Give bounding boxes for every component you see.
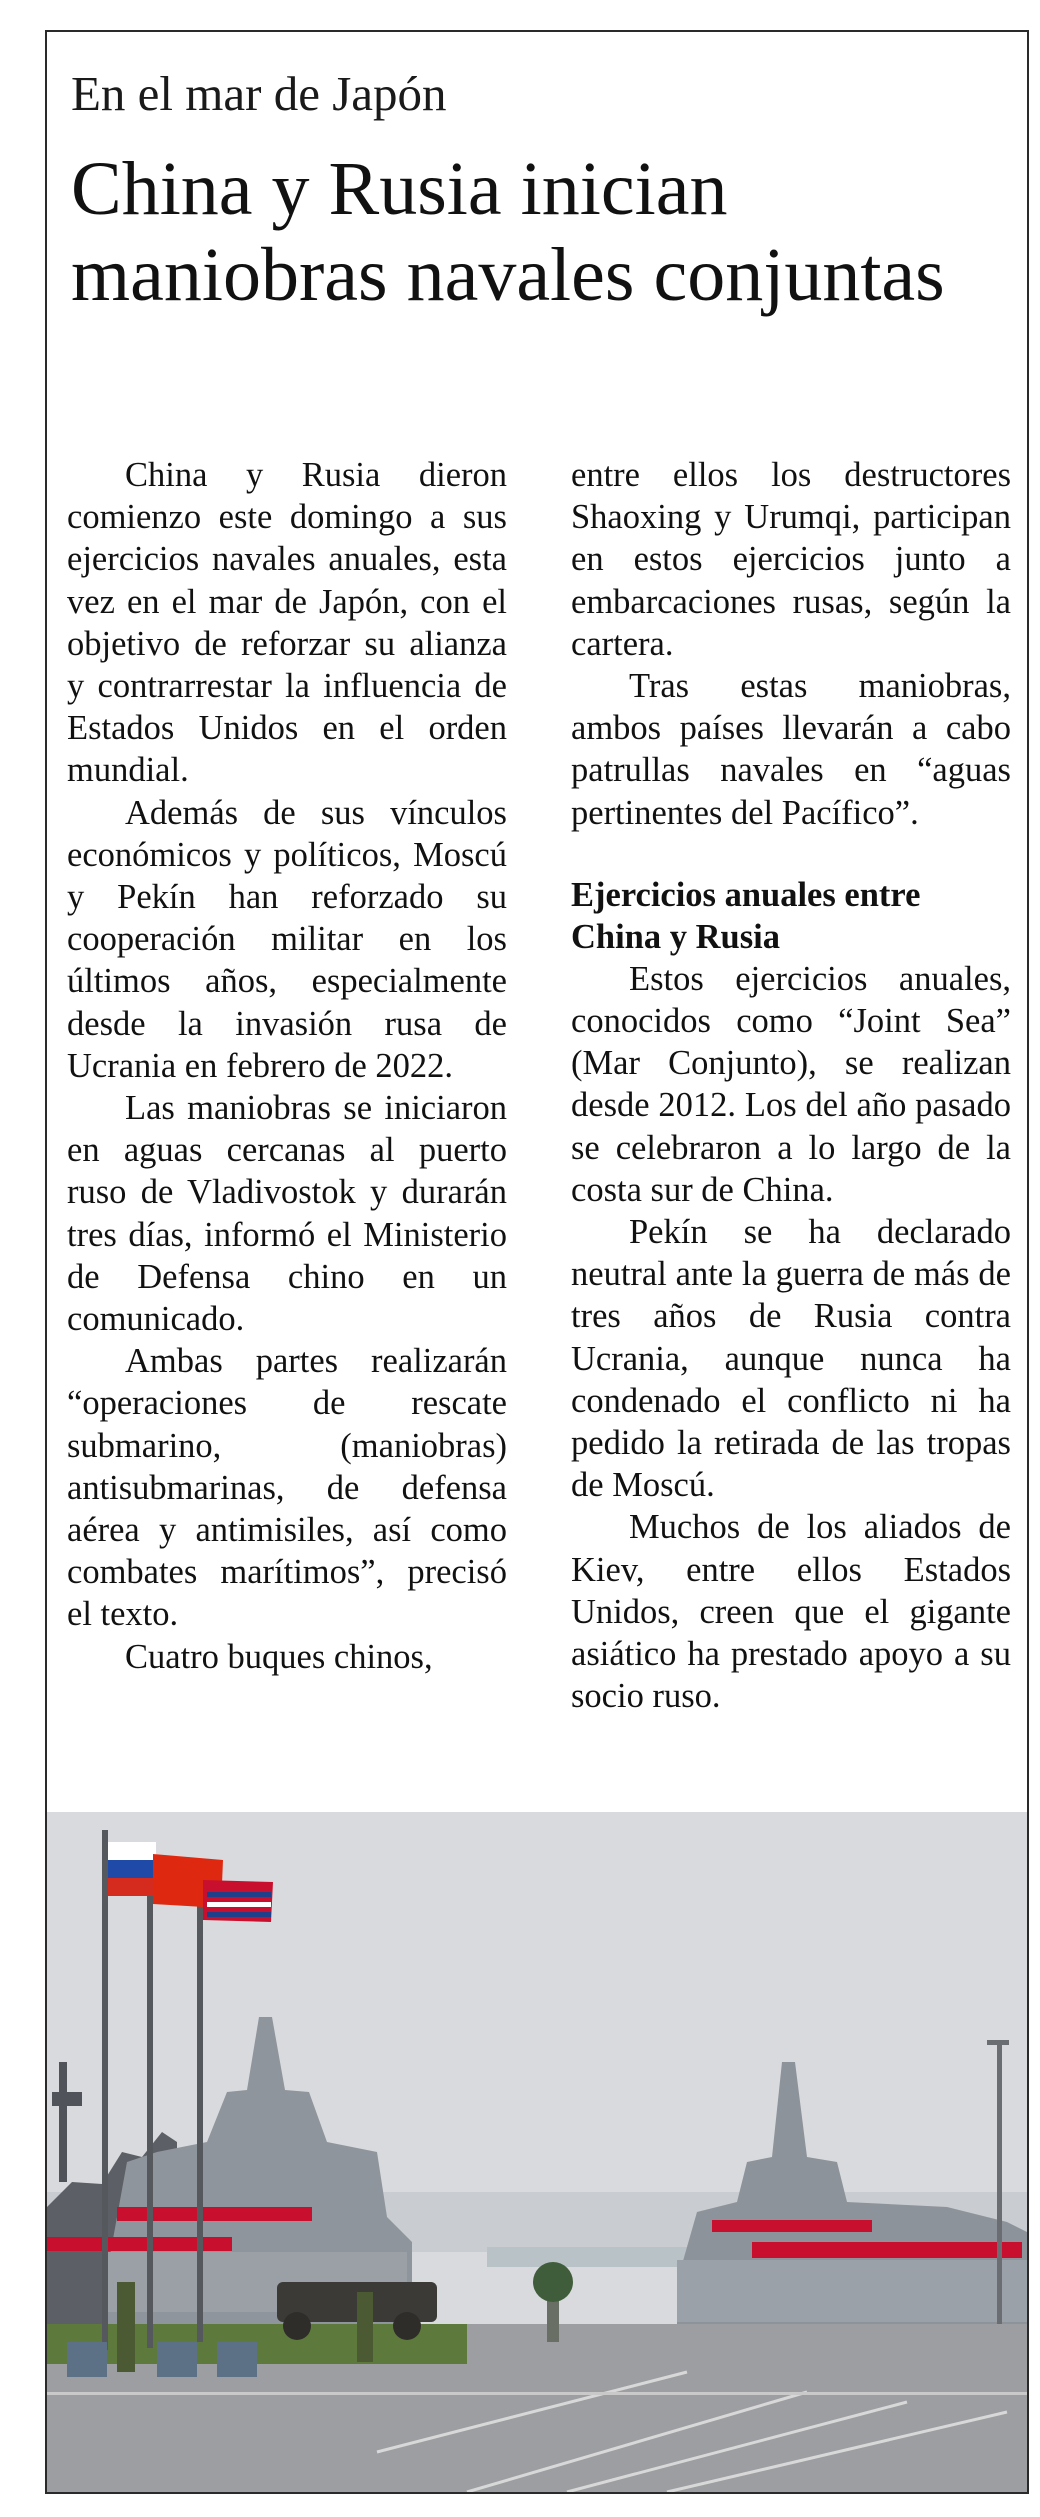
article-column-2 — [571, 454, 1011, 1717]
paragraph: China y Rusia dieron comienzo este domingo a sus ejercicios navales anuales, esta vez en el mar de Japón, con el objetivo de reforzar su alianza y contrarrestar la influencia de Estados Unidos en el orden mundial. — [67, 456, 507, 790]
paragraph: Además de sus vínculos económicos y políticos, Moscú y Pekín han reforzado su cooperación militar en los últimos años, especialmente desde la invasión rusa de Ucrania en febrero de 2022. — [67, 793, 507, 1085]
paragraph: Estos ejercicios anuales, conocidos como “Joint Sea” (Mar Conjunto), se realizan desde 2012. Los del año pasado se celebraron a lo largo de la costa sur de China. — [571, 959, 1011, 1209]
article-headline: China y Rusia inician maniobras navales conjuntas — [71, 147, 945, 317]
paragraph: Muchos de los aliados de Kiev, entre ellos Estados Unidos, creen que el gigante asiático ha prestado apoyo a su socio ruso. — [571, 1508, 1011, 1716]
paragraph: Pekín se ha declarado neutral ante la guerra de más de tres años de Rusia contra Ucrania, aunque nunca ha condenado el conflicto ni ha pedido la retirada de las tropas de Moscú. — [571, 1213, 1011, 1505]
article-kicker: En el mar de Japón — [71, 66, 447, 121]
article-photo — [47, 1812, 1027, 2492]
paragraph: Cuatro buques chinos, — [125, 1637, 433, 1676]
paragraph: Las maniobras se iniciaron en aguas cercanas al puerto ruso de Vladivostok y durarán tres días, informó el Ministerio de Defensa chino en un comunicado. — [67, 1089, 507, 1339]
paragraph-continued: entre ellos los destructores Shaoxing y Urumqi, participan en estos ejercicios junto a embarcaciones rusas, según la cartera. — [571, 456, 1011, 663]
paragraph: Ambas partes realizarán “operaciones de rescate submarino, (maniobras) antisubmarinas, de defensa aérea y antimisiles, así como combates marítimos”, precisó el texto. — [67, 1342, 507, 1634]
article-column-1 — [67, 454, 507, 1678]
article-subhead: Ejercicios anuales entre China y Rusia — [571, 875, 921, 956]
paragraph: Tras estas maniobras, ambos países llevarán a cabo patrullas navales en “aguas pertinentes del Pacífico”. — [571, 667, 1011, 832]
article-box — [45, 30, 1029, 2494]
